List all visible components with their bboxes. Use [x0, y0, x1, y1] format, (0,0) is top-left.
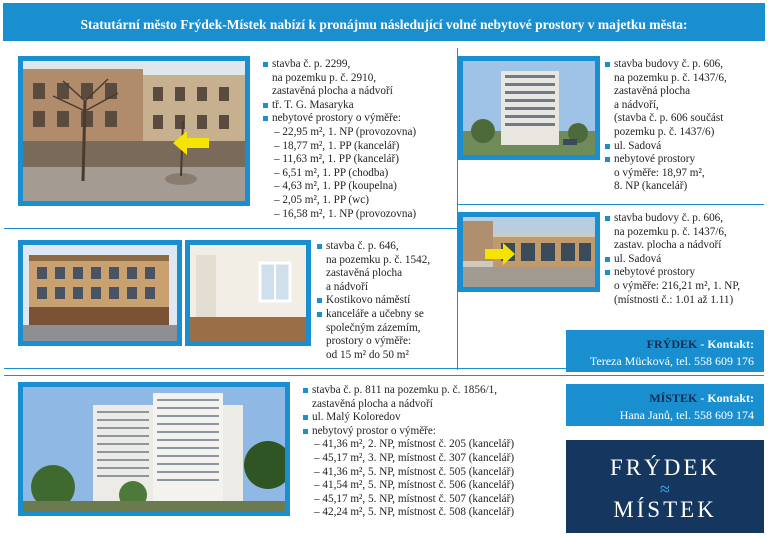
- property-5-line: nebytový prostor o výměře:: [302, 425, 564, 439]
- tall-block-illustration: [463, 61, 595, 155]
- property-5-area-item: – 45,17 m², 5. NP, místnost č. 507 (kancelář): [314, 492, 515, 505]
- property-1-line: stavba č. p. 2299,: [262, 58, 452, 72]
- property-4-info: [316, 240, 456, 362]
- property-2-street: ul. Sadová: [604, 140, 764, 154]
- property-1-street: tř. T. G. Masaryka: [262, 99, 452, 113]
- property-5-area-item: – 42,24 m², 5. NP, místnost č. 508 (kancelář): [314, 506, 515, 519]
- page-header: [0, 0, 768, 44]
- ground-floor-illustration: [463, 217, 595, 287]
- highrise-illustration: [23, 387, 285, 511]
- contact-mistek-title: [566, 390, 754, 407]
- property-2-line: na pozemku p. č. 1437/6,: [614, 71, 727, 84]
- contact-mistek-person: Hana Janů, tel. 558 609 174: [619, 408, 754, 422]
- property-5-line: zastavěná plocha a nádvoří: [312, 397, 433, 410]
- corner-building-illustration: [23, 245, 177, 341]
- contact-mistek: [566, 384, 764, 426]
- yellow-arrow-icon: [173, 131, 209, 155]
- property-1-area-item: – 18,77 m², 1. PP (kancelář): [274, 139, 400, 152]
- logo-line-mistek: MÍSTEK: [613, 497, 717, 522]
- property-1-area-item: – 2,05 m², 1. PP (wc): [274, 193, 369, 206]
- contact-frydek-label: - Kontakt:: [697, 337, 754, 351]
- property-2-line: 8. NP (kancelář): [614, 180, 688, 193]
- section-frame-bottom: [4, 375, 764, 376]
- property-5-street: ul. Malý Koloredov: [302, 411, 564, 425]
- property-3-info: [604, 212, 766, 307]
- property-3-line: (místnosti č.: 1.01 až 1.11): [614, 293, 734, 306]
- property-3-line: zastav. plocha a nádvoří: [614, 239, 722, 252]
- contact-frydek-city: FRÝDEK: [646, 337, 698, 351]
- property-5-area-item: – 45,17 m², 3. NP, místnost č. 307 (kancelář): [314, 451, 515, 464]
- city-logo: [566, 440, 764, 533]
- property-4-line: a nádvoří: [326, 280, 368, 293]
- property-5-area-item: – 41,36 m², 5. NP, místnost č. 505 (kancelář): [314, 465, 515, 478]
- property-4-line: kanceláře a učebny se: [316, 308, 456, 322]
- property-2-line: zastavěná plocha: [614, 85, 691, 98]
- divider-h-right: [457, 204, 764, 205]
- property-4-line: společným zázemím,: [326, 321, 421, 334]
- property-2-line: pozemku p. č. 1437/6): [614, 125, 715, 138]
- property-3-line: na pozemku p. č. 1437/6,: [614, 225, 727, 238]
- property-1-line: na pozemku p. č. 2910,: [272, 71, 377, 84]
- property-4-street: Kostikovo náměstí: [316, 294, 456, 308]
- contact-mistek-city: MÍSTEK: [649, 391, 698, 405]
- property-3-street: ul. Sadová: [604, 253, 766, 267]
- property-1-area-item: – 22,95 m², 1. NP (provozovna): [274, 125, 417, 138]
- property-1-line: nebytové prostory o výměře:: [262, 112, 452, 126]
- yellow-arrow-icon: [485, 243, 515, 265]
- logo-wave-icon: ≈: [660, 479, 670, 499]
- street-photo-illustration: [23, 61, 245, 201]
- photo-ground-floor: [458, 212, 600, 292]
- property-1-info: [262, 58, 452, 221]
- property-1-area-item: – 4,63 m², 1. PP (koupelna): [274, 180, 397, 193]
- photo-tall-block: [458, 56, 600, 160]
- property-1-area-item: – 16,58 m², 1. NP (provozovna): [274, 207, 417, 220]
- property-5-area-item: – 41,36 m², 2. NP, místnost č. 205 (kancelář): [314, 438, 515, 451]
- property-5-area-item: – 41,54 m², 5. NP, místnost č. 506 (kancelář): [314, 479, 515, 492]
- property-2-info: [604, 58, 764, 194]
- photo-corner-building: [18, 240, 182, 346]
- property-4-line: na pozemku p. č. 1542,: [326, 253, 431, 266]
- photo-street-building: [18, 56, 250, 206]
- property-3-line: nebytové prostory: [604, 266, 766, 280]
- property-4-line: prostory o výměře:: [326, 335, 412, 348]
- property-1-line: zastavěná plocha a nádvoří: [272, 85, 393, 98]
- property-4-line: stavba č. p. 646,: [316, 240, 456, 254]
- interior-room-illustration: [190, 245, 306, 341]
- photo-interior-room: [185, 240, 311, 346]
- property-4-line: zastavěná plocha: [326, 267, 403, 280]
- property-1-area-item: – 6,51 m², 1. PP (chodba): [274, 166, 389, 179]
- property-3-line: o výměře: 216,21 m², 1. NP,: [614, 279, 741, 292]
- divider-h-left: [4, 228, 457, 229]
- property-3-line: stavba budovy č. p. 606,: [604, 212, 766, 226]
- property-1-area-item: – 11,63 m², 1. PP (kancelář): [274, 153, 399, 166]
- property-4-line: od 15 m² do 50 m²: [326, 348, 409, 361]
- property-2-line: (stavba č. p. 606 součást: [614, 112, 724, 125]
- property-5-info: [302, 384, 564, 520]
- contact-frydek: [566, 330, 764, 372]
- contact-frydek-title: [566, 336, 754, 353]
- property-5-line: stavba č. p. 811 na pozemku p. č. 1856/1,: [302, 384, 564, 398]
- logo-line-frydek: FRÝDEK: [609, 455, 720, 480]
- property-2-line: nebytové prostory: [604, 153, 764, 167]
- property-2-line: o výměře: 18,97 m²,: [614, 166, 705, 179]
- page-title: Statutární město Frýdek-Místek nabízí k pronájmu následující volné nebytové prostory v majetku města:: [80, 17, 688, 32]
- contact-mistek-label: - Kontakt:: [697, 391, 754, 405]
- property-2-line: a nádvoří,: [614, 98, 659, 111]
- property-2-line: stavba budovy č. p. 606,: [604, 58, 764, 72]
- photo-highrise: [18, 382, 290, 516]
- contact-frydek-person: Tereza Mücková, tel. 558 609 176: [589, 354, 754, 368]
